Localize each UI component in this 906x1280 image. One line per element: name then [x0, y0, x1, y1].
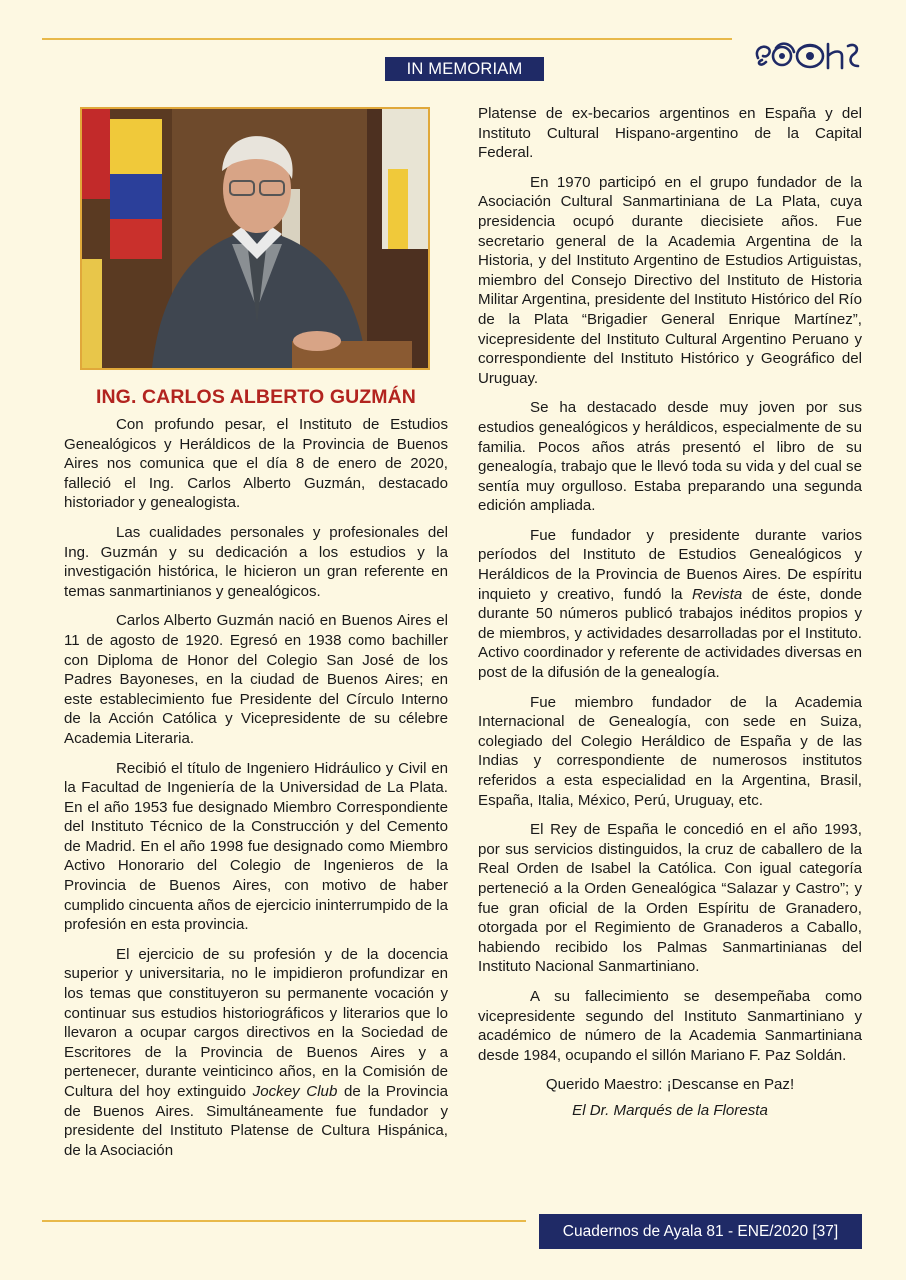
jockey-club-italic: Jockey Club: [252, 1083, 338, 1100]
paragraph: Con profundo pesar, el Instituto de Estudios Genealógicos y Heráldicos de la Provincia de Buenos Aires nos comunica que el día 8 de enero de 2020, falleció el Ing. Carlos Alberto Guzmán, destacado historiador y genealogista.: [64, 416, 448, 512]
paragraph: Platense de ex-becarios argentinos en España y del Instituto Cultural Hispano-argentino de la Capital Federal.: [478, 105, 862, 162]
paragraph: Se ha destacado desde muy joven por sus estudios genealógicos y heráldicos, especialmente de su familia. Pocos años atrás presentó el libro de su genealogía, trabajo que le llevó toda su vida y del cual se sentía muy orgulloso. Estaba preparando una segunda edición ampliada.: [478, 399, 862, 515]
paragraph: [478, 526, 862, 683]
revista-italic: Revista: [691, 585, 743, 603]
paragraph-text: de éste, donde durante 50 números publicó trabajos inéditos propios y de miembros, y actividades desarrolladas por el Instituto. Activo coordinador y referente de actividades diversas en post de la difusión de la genealogía.: [478, 585, 862, 682]
paragraph-text: de la Provincia de Buenos Aires. Simultáneamente fue fundador y presidente del Instituto Platense de Cultura Hispánica, de la Asociación: [64, 1083, 448, 1159]
paragraph-text: Fue fundador y presidente durante varios períodos del Instituto de Estudios Genealógicos y Heráldicos de la Provincia de Buenos Aires. De espíritu inquieto y creativo, fundó la: [478, 526, 862, 603]
section-label: IN MEMORIAM: [385, 57, 544, 81]
paragraph: Recibió el título de Ingeniero Hidráulico y Civil en la Facultad de Ingeniería de la Universidad de La Plata. En el año 1953 fue designado Miembro Correspondiente del Instituto Técnico de la Construcción y del Cemento de Madrid. En el año 1998 fue designado como Miembro Activo Honorario del Colegio de Ingenieros de la Provincia de Buenos Aires, con motivo de haber cumplido cincuenta años de ejercicio ininterrumpido de la profesión en esta provincia.: [64, 759, 448, 934]
paragraph: El Rey de España le concedió en el año 1993, por sus servicios distinguidos, la cruz de caballero de la Real Orden de Isabel la Católica. Con igual categoría perteneció a la Orden Genealógica “Salazar y Castro”; y fue gran oficial de la Orden Espíritu de Granadero, otorgada por el Regimiento de Granaderos a Caballo, habiendo recibido los Palmas Sanmartinianas del Instituto Nacional Sanmartiniano.: [478, 821, 862, 976]
article-left-column: [64, 415, 448, 1170]
paragraph: En 1970 participó en el grupo fundador de la Asociación Cultural Sanmartiniana de La Plata, cuya presidencia ocupó durante diecisiete años. Fue secretario general de la Academia Argentina de la Historia, y del Instituto Argentino de Estudios Artiguistas, miembro del Consejo Directivo del Instituto de Historia Militar Argentina, presidente del Instituto Histórico del Río de la Plata “Brigadier General Enrique Martínez”, vicepresidente del Instituto Cultural Argentino Peruano y correspondiente del Instituto Histórico y Geográfico del Uruguay.: [478, 173, 862, 387]
article-right-column: [478, 104, 862, 1121]
article-title: ING. CARLOS ALBERTO GUZMÁN: [95, 386, 416, 408]
bottom-rule: [42, 1220, 526, 1222]
portrait-photo-icon: [80, 107, 430, 370]
top-rule: [42, 38, 732, 40]
signature: El Dr. Marqués de la Floresta: [572, 1101, 768, 1119]
paragraph-text: El ejercicio de su profesión y de la docencia superior y universitaria, no le impidieron profundizar en los temas que constituyeron su permanente vocación y continuar sus estudios historiográficos y literarios que lo llevaron a ocupar cargos directivos en la Sociedad de Escritores de la Provincia de Buenos Aires y a pertenecer, durante veinticinco años, en la Comisión de Cultura del hoy extinguido: [64, 945, 448, 1100]
paragraph: A su fallecimiento se desempeñaba como vicepresidente segundo del Instituto Sanmartiniano y académico de número de la Academia Sanmartiniana desde 1984, ocupando el sillón Mariano F. Paz Soldán.: [478, 987, 862, 1064]
paragraph: Carlos Alberto Guzmán nació en Buenos Aires el 11 de agosto de 1920. Egresó en 1938 como bachiller con Diploma de Honor del Colegio San José de los Padres Bayoneses, en la ciudad de Buenos Aires; en este establecimiento fue Presidente del Círculo Interno de la Acción Católica y Vicepresidente de su célebre Academia Literaria.: [64, 612, 448, 747]
paragraph: Fue miembro fundador de la Academia Internacional de Genealogía, con sede en Suiza, colegiado del Colegio Heráldico de España y de las Indias y correspondiente de numerosos institutos referidos a esta especialidad en la Argentina, Brasil, España, Italia, México, Perú, Uruguay, etc.: [478, 693, 862, 809]
footer-issue-label: Cuadernos de Ayala 81 - ENE/2020 [37]: [539, 1214, 862, 1249]
ornamental-monogram-icon: [752, 36, 864, 76]
closing-line: Querido Maestro: ¡Descanse en Paz!: [545, 1076, 795, 1094]
paragraph: [64, 945, 448, 1161]
paragraph: Las cualidades personales y profesionales del Ing. Guzmán y su dedicación a los estudios y la investigación histórica, le hicieron un gran referente en temas sanmartinianos y genealógicos.: [64, 523, 448, 600]
